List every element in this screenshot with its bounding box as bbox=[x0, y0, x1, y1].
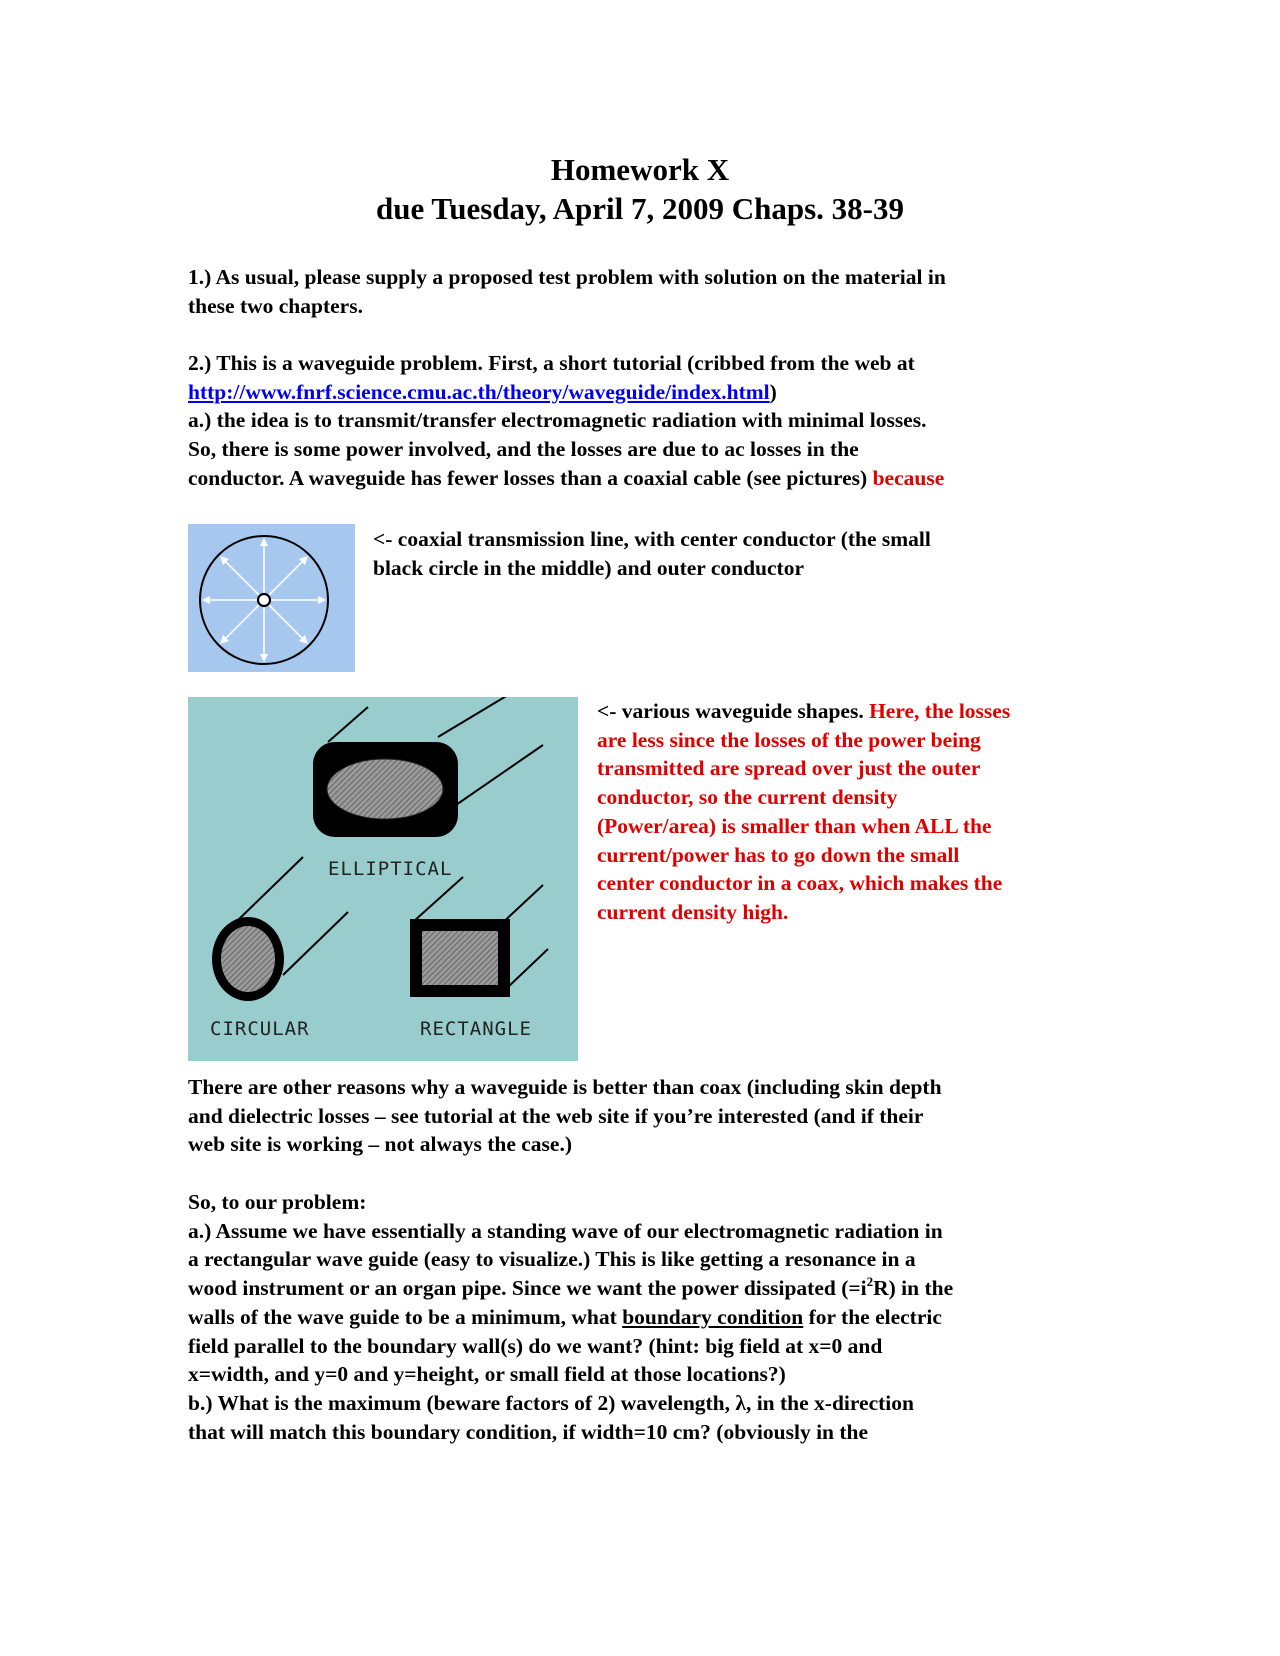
q2a-line-2: So, there is some power involved, and the losses are due to ac losses in the bbox=[188, 437, 859, 462]
coax-caption-line-1: <- coaxial transmission line, with center conductor (the small bbox=[373, 527, 931, 551]
waveguide-caption-red-first: Here, the losses bbox=[869, 699, 1011, 723]
waveguide-caption-black: <- various waveguide shapes. bbox=[597, 699, 870, 723]
problem-b-line-1: b.) What is the maximum (beware factors of 2) wavelength, λ, in the x-direction bbox=[188, 1390, 914, 1415]
waveguide-caption-line-2: are less since the losses of the power being bbox=[597, 727, 981, 752]
problem-a-line-3 bbox=[188, 1274, 1098, 1303]
coax-caption-line-2: black circle in the middle) and outer conductor bbox=[373, 555, 804, 580]
other-line-1: There are other reasons why a waveguide is better than coax (including skin depth bbox=[188, 1075, 942, 1099]
question-2 bbox=[188, 349, 1098, 493]
problem-a-line-5: field parallel to the boundary wall(s) do we want? (hint: big field at x=0 and bbox=[188, 1333, 883, 1358]
page-subtitle: due Tuesday, April 7, 2009 Chaps. 38-39 bbox=[375, 191, 904, 226]
problem-heading: So, to our problem: bbox=[188, 1190, 367, 1214]
problem-a-line-6: x=width, and y=0 and y=height, or small field at those locations?) bbox=[188, 1362, 786, 1387]
label-elliptical: ELLIPTICAL bbox=[328, 858, 453, 880]
tutorial-link[interactable]: http://www.fnrf.science.cmu.ac.th/theory/waveguide/index.html bbox=[188, 379, 770, 404]
waveguide-caption-line-7: center conductor in a coax, which makes the bbox=[597, 871, 1003, 896]
problem-a-line-4-pre: walls of the wave guide to be a minimum, what bbox=[188, 1304, 623, 1329]
q2a-line-3 bbox=[188, 464, 1098, 493]
other-line-2: and dielectric losses – see tutorial at the web site if you’re interested (and if their bbox=[188, 1103, 924, 1128]
coax-figure bbox=[188, 524, 355, 672]
coax-caption bbox=[373, 525, 931, 582]
problem-a-line-4-post: for the electric bbox=[803, 1304, 942, 1329]
problem-section bbox=[188, 1188, 1098, 1446]
problem-a-line-3-post: R) in the bbox=[873, 1276, 954, 1301]
circular-opening bbox=[221, 926, 275, 992]
elliptical-opening bbox=[327, 759, 443, 819]
q2a-line-3-text: conductor. A waveguide has fewer losses than a coaxial cable (see pictures) bbox=[188, 465, 873, 490]
q1-line-2: these two chapters. bbox=[188, 293, 363, 318]
waveguide-figure bbox=[188, 697, 578, 1061]
problem-b-line-2: that will match this boundary condition, if width=10 cm? (obviously in the bbox=[188, 1419, 869, 1444]
q2a-line-1: a.) the idea is to transmit/transfer electromagnetic radiation with minimal losses. bbox=[188, 408, 927, 433]
question-1 bbox=[188, 263, 1098, 320]
q1-line-1: 1.) As usual, please supply a proposed test problem with solution on the material in bbox=[188, 265, 946, 289]
waveguide-caption-line-1 bbox=[597, 697, 1010, 726]
url-close-paren: ) bbox=[769, 379, 777, 404]
other-reasons bbox=[188, 1073, 1098, 1159]
q2-intro: 2.) This is a waveguide problem. First, a short tutorial (cribbed from the web at bbox=[188, 351, 915, 375]
problem-a-line-4 bbox=[188, 1303, 1098, 1332]
other-line-3: web site is working – not always the case.) bbox=[188, 1132, 572, 1157]
label-circular: CIRCULAR bbox=[210, 1018, 310, 1040]
label-rectangle: RECTANGLE bbox=[420, 1018, 532, 1040]
waveguide-caption bbox=[597, 697, 1010, 927]
superscript-two: 2 bbox=[866, 1274, 874, 1290]
waveguide-caption-line-6: current/power has to go down the small bbox=[597, 842, 960, 867]
rectangle-opening bbox=[422, 931, 498, 985]
coax-background bbox=[188, 524, 355, 672]
waveguide-caption-line-5: (Power/area) is smaller than when ALL the bbox=[597, 813, 992, 838]
problem-a-line-1: a.) Assume we have essentially a standing wave of our electromagnetic radiation in bbox=[188, 1218, 943, 1243]
center-conductor bbox=[258, 594, 270, 606]
q2-url-line bbox=[188, 378, 1098, 407]
waveguide-caption-line-8: current density high. bbox=[597, 899, 789, 924]
boundary-condition-underlined: boundary condition bbox=[622, 1304, 804, 1329]
because-text: because bbox=[872, 465, 945, 490]
problem-a-line-2: a rectangular wave guide (easy to visualize.) This is like getting a resonance in a bbox=[188, 1247, 916, 1272]
waveguide-caption-line-4: conductor, so the current density bbox=[597, 785, 898, 810]
waveguide-caption-line-3: transmitted are spread over just the outer bbox=[597, 756, 981, 781]
page-title: Homework X bbox=[550, 152, 730, 187]
problem-a-line-3-pre: wood instrument or an organ pipe. Since we want the power dissipated (=i bbox=[188, 1276, 867, 1301]
